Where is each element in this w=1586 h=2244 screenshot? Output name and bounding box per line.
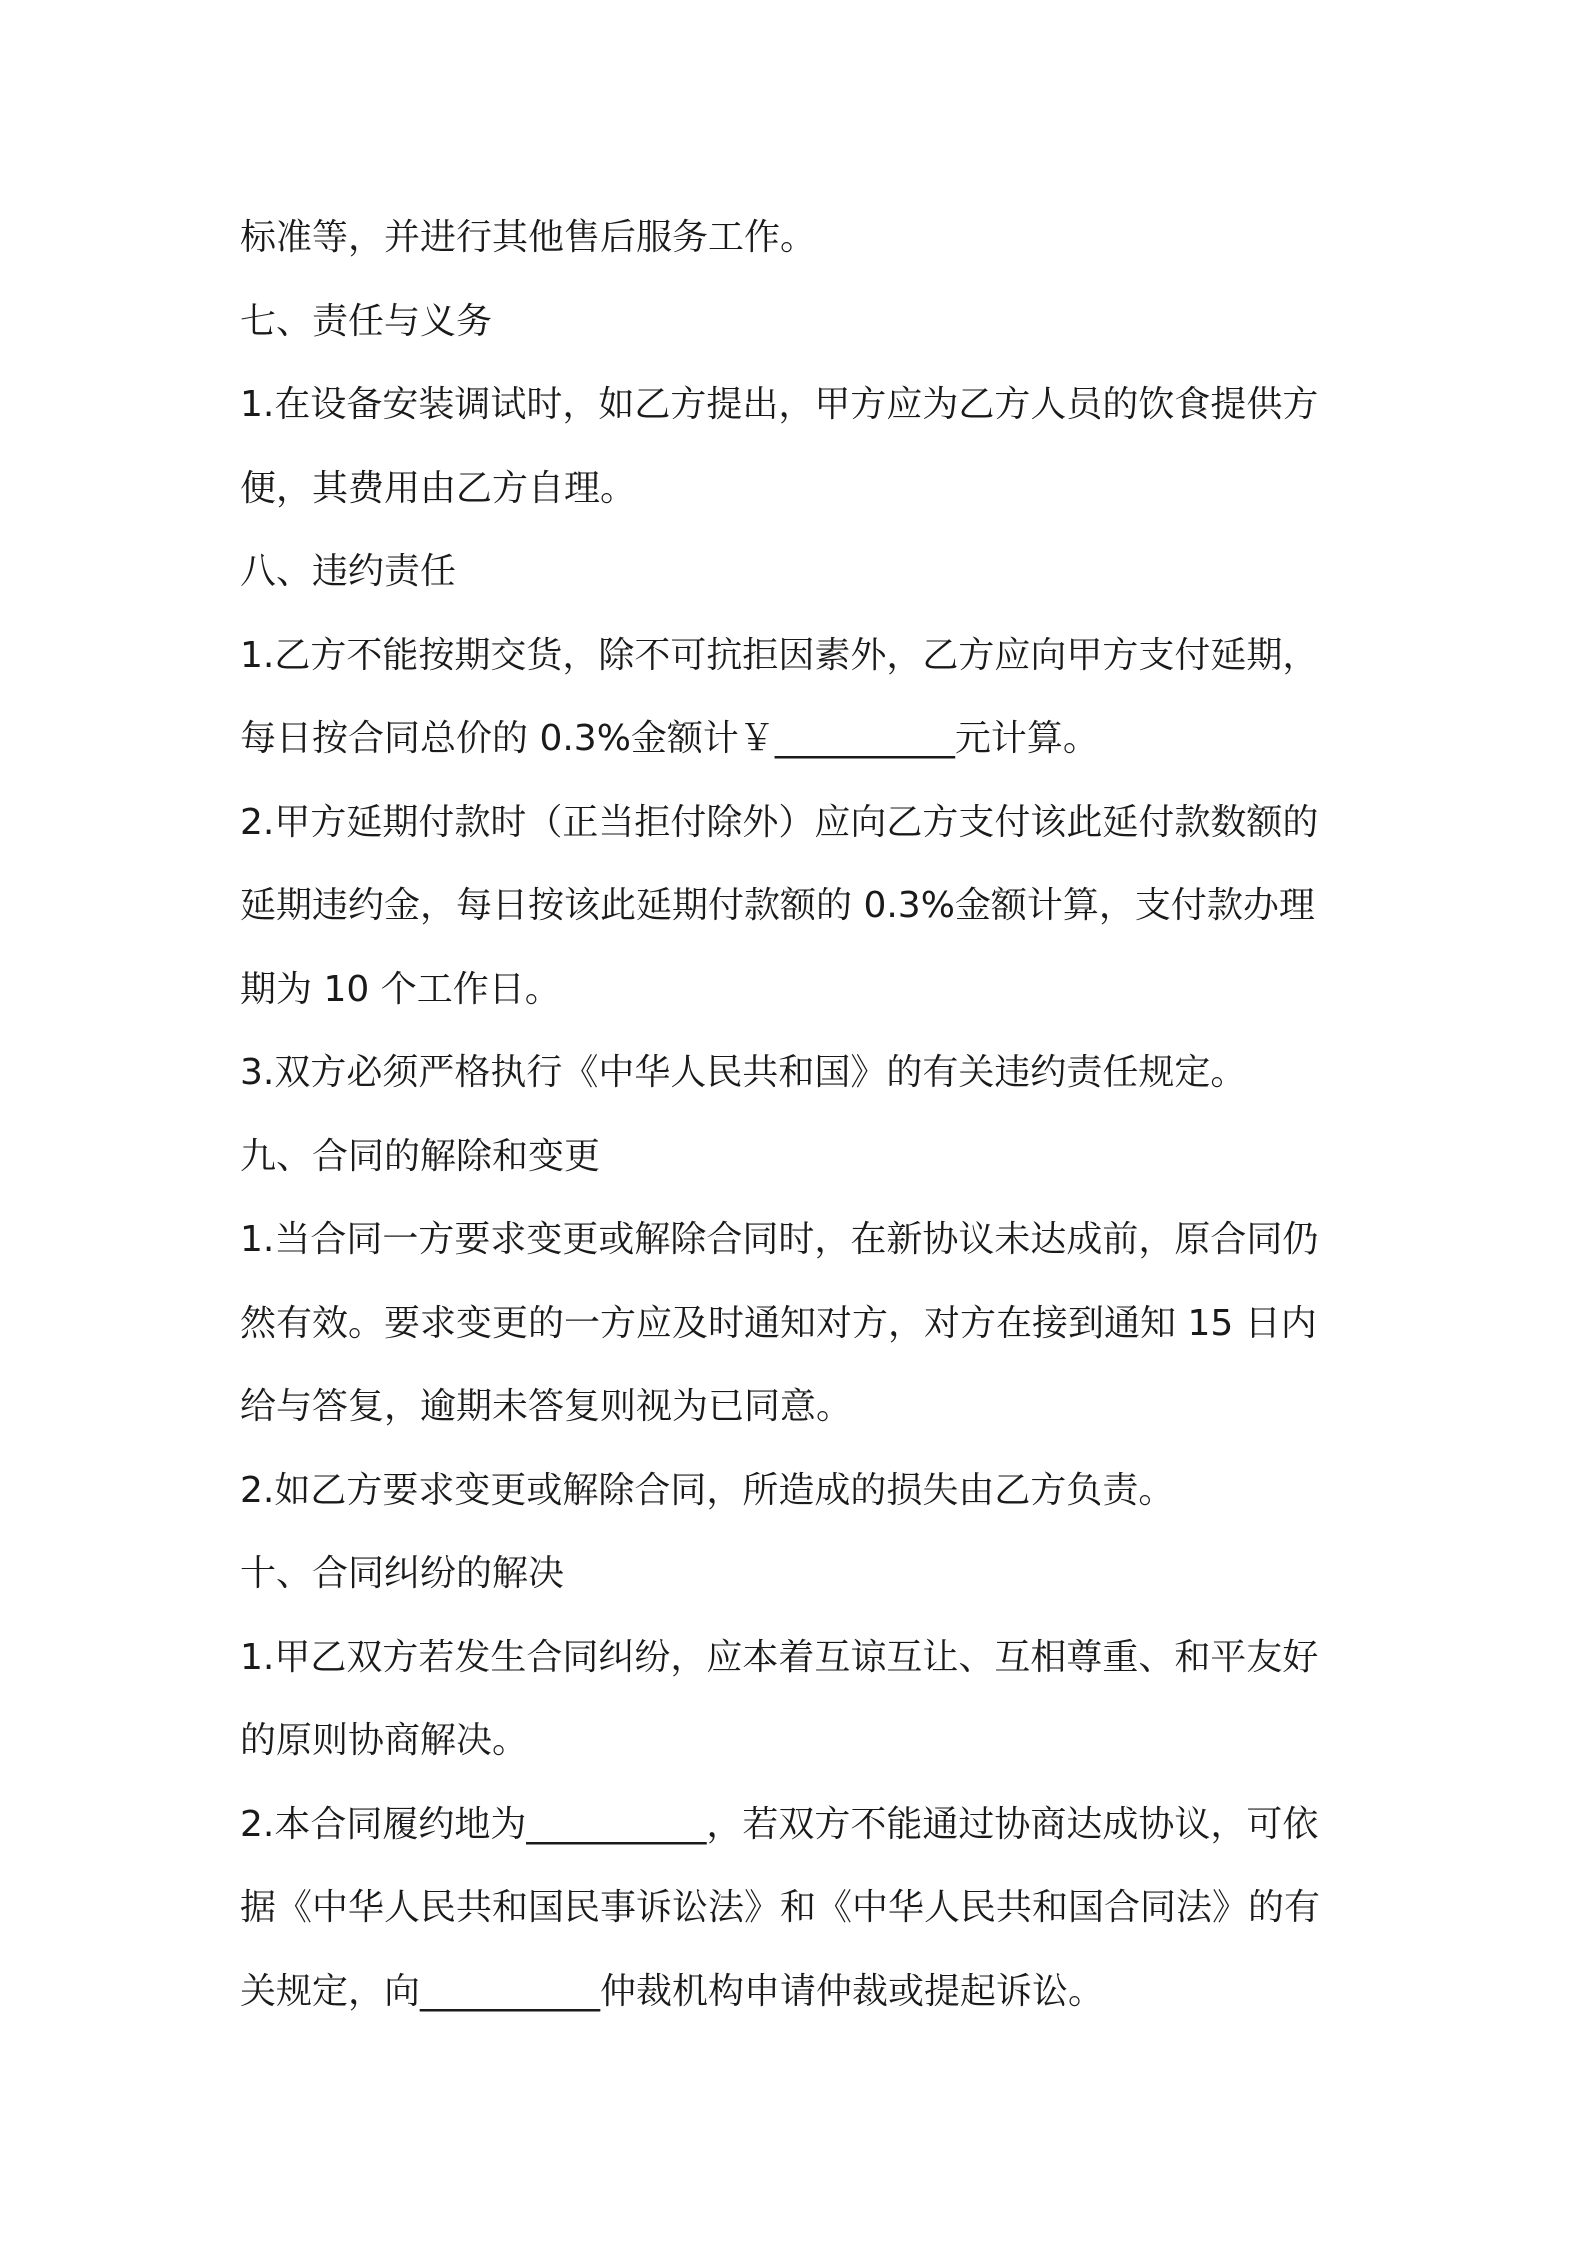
section-heading: 七、责任与义务 <box>240 300 493 342</box>
text-line: 延期违约金，每日按该此延期付款额的 0.3%金额计算，支付款办理 <box>240 885 1315 926</box>
section-heading: 九、合同的解除和变更 <box>240 1135 601 1177</box>
text-line: 给与答复，逾期未答复则视为已同意。 <box>240 1386 853 1427</box>
text-line: 2.甲方延期付款时（正当拒付除外）应向乙方支付该此延付款数额的 <box>240 801 1319 843</box>
section-heading: 十、合同纠纷的解决 <box>240 1553 565 1594</box>
text-line: 1.甲乙双方若发生合同纠纷，应本着互谅互让、互相尊重、和平友好 <box>240 1636 1319 1678</box>
text-line: 据《中华人民共和国民事诉讼法》和《中华人民共和国合同法》的有 <box>240 1887 1321 1928</box>
text-line: 每日按合同总价的 0.3%金额计￥__________元计算。 <box>240 718 1099 759</box>
text-line: 期为 10 个工作日。 <box>240 968 561 1010</box>
text-line: 1.在设备安装调试时，如乙方提出，甲方应为乙方人员的饮食提供方 <box>240 384 1319 425</box>
document-body <box>240 196 1360 2033</box>
text-line: 3.双方必须严格执行《中华人民共和国》的有关违约责任规定。 <box>240 1052 1247 1093</box>
text-line: 的原则协商解决。 <box>240 1720 529 1761</box>
text-line: 2.本合同履约地为__________，若双方不能通过协商达成协议，可依 <box>240 1803 1319 1845</box>
text-line: 然有效。要求变更的一方应及时通知对方，对方在接到通知 15 日内 <box>240 1302 1317 1344</box>
section-heading: 八、违约责任 <box>240 551 457 592</box>
text-line: 标准等，并进行其他售后服务工作。 <box>240 217 817 258</box>
text-line: 1.乙方不能按期交货，除不可抗拒因素外，乙方应向甲方支付延期， <box>240 634 1319 676</box>
text-line: 便，其费用由乙方自理。 <box>240 467 637 509</box>
text-line: 关规定，向__________仲裁机构申请仲裁或提起诉讼。 <box>240 1970 1105 2012</box>
text-line: 1.当合同一方要求变更或解除合同时，在新协议未达成前，原合同仍 <box>240 1219 1319 1260</box>
text-line: 2.如乙方要求变更或解除合同，所造成的损失由乙方负责。 <box>240 1469 1175 1511</box>
